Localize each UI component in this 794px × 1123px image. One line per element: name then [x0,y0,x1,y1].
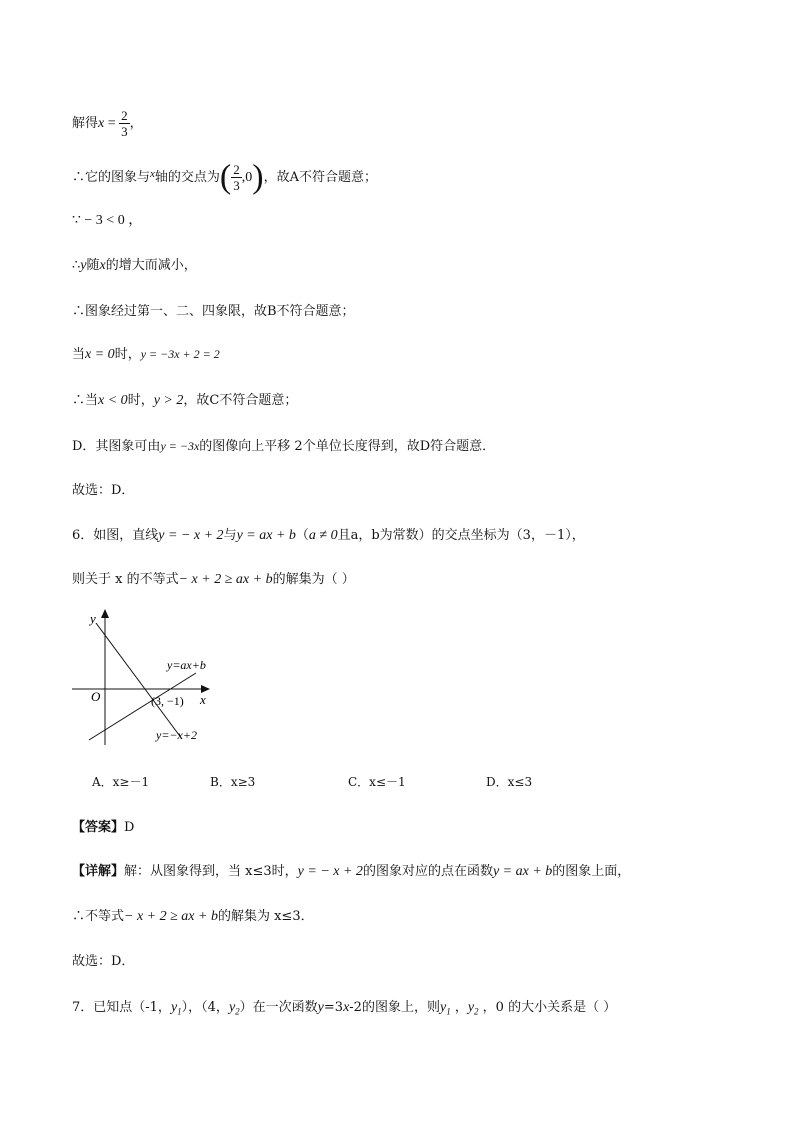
answer-options [92,773,532,790]
text: 的图象对应的点在函数 [362,864,493,879]
math-expr: − x + 2 ≥ ax + b [124,909,218,924]
text: ∴不等式 [72,909,125,924]
solution-line-x-value [72,108,143,139]
text: ∴当 [72,393,99,408]
line-y-neg-x-plus-2 [96,623,182,739]
math-var: y [170,1000,178,1015]
detail-label: 【详解】 [72,864,125,879]
text: 时， [127,393,154,408]
text: 6．如图，直线 [72,528,159,543]
y-axis-arrow [101,609,109,618]
math-expr: y = − x + 2 [158,528,224,543]
solution-line-negative: ∵ − 3 < 0 ， [72,213,143,228]
text: 的解集为 x≤3． [217,909,314,924]
subscript: 2 [235,1006,240,1017]
text: ）在一次函数 [239,1000,318,1015]
text: 7．已知点（-1， [72,1000,171,1015]
conclusion-line [72,907,314,927]
numerator: 2 [233,162,240,177]
text: 解得 [72,116,99,131]
subscript: 1 [177,1006,182,1017]
x-axis-label: x [200,692,206,707]
fraction [119,108,130,139]
subscript: 1 [446,1006,451,1017]
left-paren: ( [219,158,232,196]
math-text: =3 [323,1000,344,1015]
right-paren: ) [252,158,264,196]
math-var: x [99,258,106,273]
math-op: = [104,116,120,131]
solution-line-option-d [72,436,495,457]
text: ， [450,1000,468,1015]
math-expr: y = ax + b [492,864,553,879]
math-expr: y = −3x [160,439,200,453]
answer-value: D [124,820,135,835]
question-7-line [72,998,616,1022]
math-expr: − x + 2 ≥ ax + b [178,572,273,587]
text: ∴它的图象与 [72,170,151,185]
math-var: x [98,116,105,131]
line2-label: y=−x+2 [156,728,197,742]
option-c[interactable]: C．x≤－1 [348,775,406,789]
solution-line-intersection [72,158,377,196]
solution-line-select: 故选：D． [72,483,135,498]
math-text: -2 [349,1000,362,1015]
option-b[interactable]: B．x≥3 [210,775,256,789]
text: ， [129,116,143,131]
function-graph [60,605,230,750]
option-d[interactable]: D．x≤3 [486,775,533,789]
math-var: y [228,1000,236,1015]
fraction [231,162,242,193]
denominator: 3 [233,178,240,193]
text: 且a，b为常数）的交点坐标为（3，－1）， [337,528,585,543]
text: 的图像向上平移 2个单位长度得到，故D符合题意． [199,439,496,454]
math-text: ,0 [241,170,253,185]
solution-line-x-negative [72,391,297,411]
text: （ [295,528,309,543]
math-var: y [80,258,87,273]
text: D．其图象可由 [72,439,161,454]
math-expr: x = 0 [85,347,115,362]
line1-label: y=ax+b [167,658,206,672]
y-axis-label: y [90,611,96,626]
text: 轴的交点为 [154,170,220,185]
math-var: y [439,1000,447,1015]
math-expr: y = ax + b [236,528,296,543]
text: 时， [114,347,141,362]
numerator: 2 [121,108,128,123]
math-expr: x < 0 [98,393,128,408]
math-expr: y = − x + 2 [297,864,363,879]
text: 的解集为（ ） [272,572,355,587]
math-expr: y > 2 [153,393,184,408]
question-6-line2 [72,570,355,590]
answer-label: 【答案】 [72,820,125,835]
text: ），（4， [181,1000,229,1015]
origin-label: O [91,689,101,704]
text: 解：从图象得到，当 x≤3时， [124,864,298,879]
math-var: y [467,1000,475,1015]
option-a[interactable]: A．x≥－1 [92,775,150,789]
question-6-line1 [72,526,585,546]
solution-line-quadrants: ∴图象经过第一、二、四象限，故B不符合题意； [72,304,355,319]
math-expr: y = −3x + 2 = 2 [140,347,220,361]
math-var: y [317,1000,324,1015]
point-label: (3, −1) [151,694,184,708]
text: 则关于 x 的不等式 [72,572,179,587]
select-line: 故选：D． [72,954,135,969]
text: ，故A不符合题意； [263,170,377,185]
math-var: x [150,168,155,180]
text: 的增大而减小， [105,258,197,273]
detail-line [72,862,630,882]
solution-line-decreasing [72,256,197,276]
text: 的图象上面， [552,864,631,879]
denominator: 3 [121,124,128,139]
solution-line-x-zero [72,344,220,365]
text: ，故C不符合题意； [183,393,298,408]
text: 当 [72,347,86,362]
text: 与 [223,528,237,543]
text: ∴ [72,258,81,273]
answer-line [72,818,134,838]
subscript: 2 [474,1006,479,1017]
text: ，0 的大小关系是（ ） [478,1000,617,1015]
math-var: x [343,1000,350,1015]
math-expr: a ≠ 0 [308,528,338,543]
text: 的图象上，则 [361,1000,440,1015]
text: 随 [86,258,100,273]
